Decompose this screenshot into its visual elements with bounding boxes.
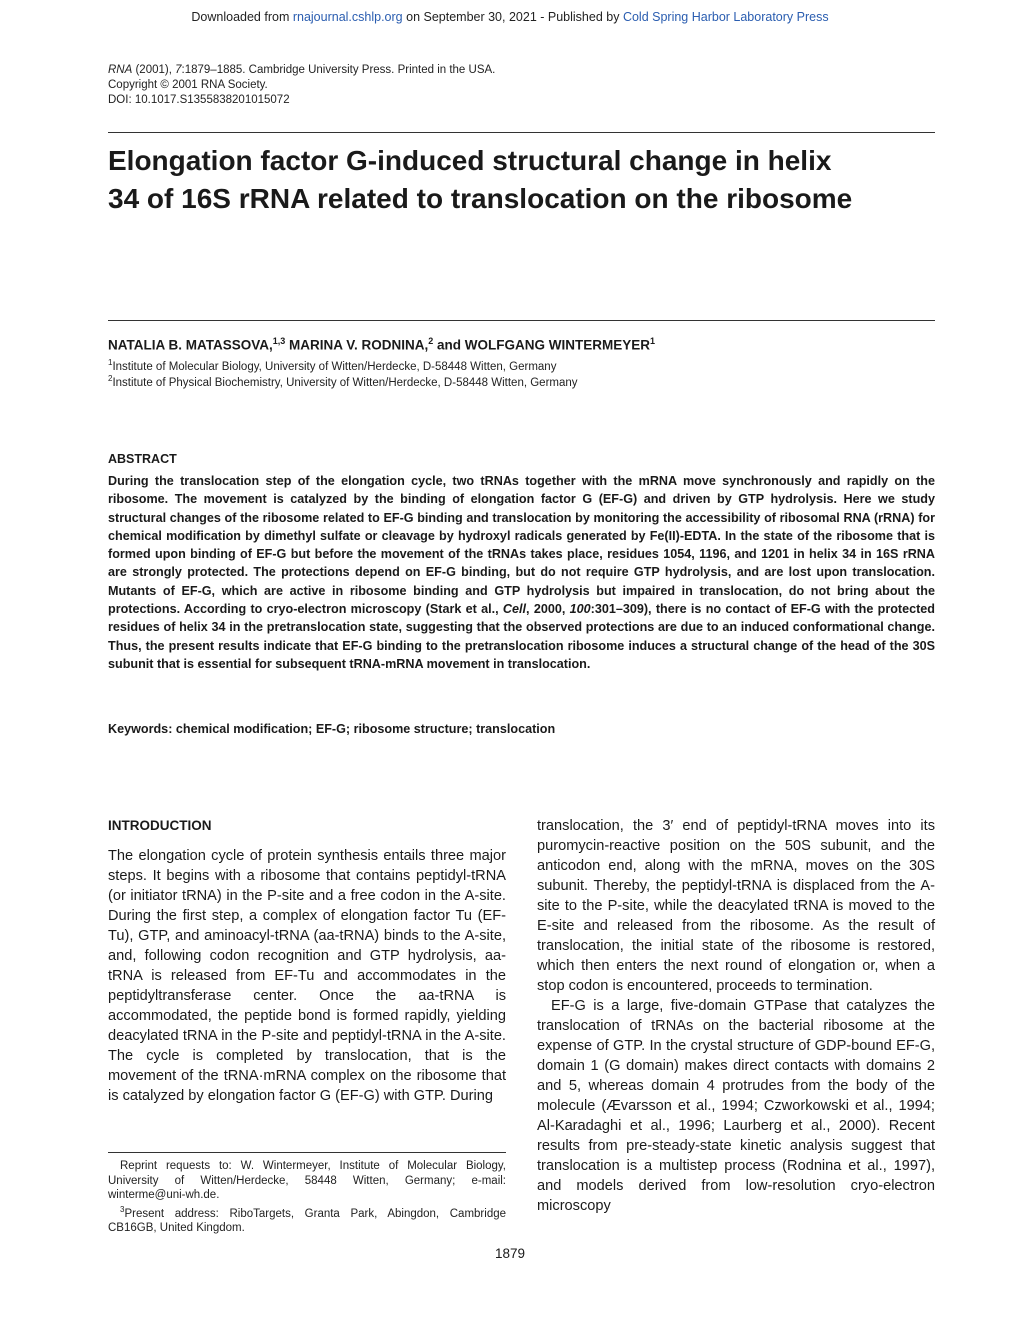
doi-line: DOI: 10.1017.S1355838201015072 bbox=[108, 94, 290, 106]
author-2-sup: 2 bbox=[428, 336, 434, 346]
page-number: 1879 bbox=[494, 1246, 526, 1261]
footnote-divider bbox=[108, 1152, 506, 1153]
present-address-text: Present address: RiboTargets, Granta Park, Abingdon, Cambridge CB16GB, United Kingdom. bbox=[108, 1207, 506, 1234]
author-2: MARINA V. RODNINA, bbox=[285, 337, 429, 353]
keywords: Keywords: chemical modification; EF-G; ribosome structure; translocation bbox=[108, 722, 556, 736]
abstract-part-3: :301–309), there is no contact of EF-G with the protected residues of helix 34 in the pretranslocation state, suggesting that the observed protections are due to an induced conformational change. Thus, the present results indicate that EF-G binding to the pretranslocation ribosome induces a structural change of the head of the 30S subunit that is essential for subsequent tRNA-mRNA movement in translocation. bbox=[108, 602, 936, 671]
citation-year: (2001), bbox=[132, 64, 176, 76]
author-3: and WOLFGANG WINTERMEYER bbox=[433, 337, 651, 353]
citation-block bbox=[108, 63, 495, 108]
banner-prefix: Downloaded from bbox=[191, 10, 293, 24]
introduction-heading: INTRODUCTION bbox=[108, 818, 212, 833]
citation-volume: 7 bbox=[175, 64, 182, 76]
abstract-heading: ABSTRACT bbox=[108, 452, 177, 466]
affiliation-1-text: Institute of Molecular Biology, University of Witten/Herdecke, D-58448 Witten, Germany bbox=[112, 360, 557, 373]
affiliation-1-sup: 1 bbox=[108, 358, 113, 367]
affiliation-2-sup: 2 bbox=[108, 374, 113, 383]
author-3-sup: 1 bbox=[650, 336, 656, 346]
citation-line bbox=[108, 63, 495, 78]
top-divider bbox=[108, 132, 935, 133]
publisher-link[interactable]: Cold Spring Harbor Laboratory Press bbox=[622, 10, 829, 24]
present-address-footnote bbox=[108, 1203, 506, 1236]
intro-paragraph-2: EF-G is a large, five-domain GTPase that catalyzes the translocation of tRNAs on the bacterial ribosome at the expense of GTP. In the crystal structure of GDP-bound EF-G, domain 1 (G domain) makes direct contacts with domains 2 and 5, whereas domain 4 protrudes from the body of the molecule (Ævarsson et al., 1994; Czworkowski et al., 1994; Al-Karadaghi et al., 1996; Laurberg et al., 2000). Recent results from pre-steady-state kinetic analysis suggest that translocation is a multistep process (Rodnina et al., 1997), and models derived from low-resolution cryo-electron microscopy bbox=[537, 998, 935, 1214]
citation-rest: :1879–1885. Cambridge University Press. Printed in the USA. bbox=[181, 64, 496, 76]
abstract-part-1: During the translocation step of the elongation cycle, two tRNAs together with the mRNA move synchronously and rapidly on the ribosome. The movement is catalyzed by the binding of elongation factor G (EF-G) and driven by GTP hydrolysis. Here we study structural changes of the ribosome related to EF-G binding and translocation by monitoring the accessibility of ribosomal RNA (rRNA) for chemical modification by dimethyl sulfate or cleavage by hydroxyl radicals generated by Fe(II)-EDTA. In the state of the ribosome that is formed upon binding of EF-G but before the movement of the tRNAs takes place, residues 1054, 1196, and 1201 in helix 34 in 16S rRNA are strongly protected. The protections depend on EF-G binding, but do not require GTP hydrolysis, and are lost upon translocation. Mutants of EF-G, which are active in ribosome binding and GTP hydrolysis but impaired in translocation, do not bring about the protections. According to cryo-electron microscopy (Stark et al., bbox=[108, 474, 935, 617]
abstract-part-2: , 2000, bbox=[526, 602, 570, 617]
copyright-line: Copyright © 2001 RNA Society. bbox=[108, 79, 268, 91]
affiliation-1 bbox=[108, 358, 556, 373]
journal-site-link[interactable]: rnajournal.cshlp.org bbox=[292, 10, 403, 24]
right-column bbox=[537, 816, 935, 1216]
affiliation-2-text: Institute of Physical Biochemistry, University of Witten/Herdecke, D-58448 Witten, Germany bbox=[112, 376, 578, 389]
download-banner bbox=[0, 10, 1020, 24]
left-column bbox=[108, 846, 506, 1106]
reprint-footnote: Reprint requests to: W. Wintermeyer, Institute of Molecular Biology, University of Witten/Herdecke, 58448 Witten, Germany; e-mail: winterme@uni-wh.de. bbox=[108, 1160, 506, 1201]
abstract-journal-cell: Cell bbox=[502, 602, 527, 617]
paper-title: Elongation factor G-induced structural change in helix 34 of 16S rRNA related to translocation on the ribosome bbox=[108, 145, 853, 214]
title-divider bbox=[108, 320, 935, 321]
abstract-body bbox=[108, 472, 935, 673]
author-1-sup: 1,3 bbox=[272, 336, 286, 346]
present-address-sup: 3 bbox=[120, 1204, 125, 1214]
abstract-volume: 100 bbox=[569, 602, 591, 617]
banner-middle: on September 30, 2021 - Published by bbox=[402, 10, 623, 24]
author-1: NATALIA B. MATASSOVA, bbox=[108, 337, 273, 353]
journal-name: RNA bbox=[108, 64, 133, 76]
footnotes bbox=[108, 1159, 506, 1235]
author-list bbox=[108, 336, 655, 353]
intro-paragraph-1: The elongation cycle of protein synthesis entails three major steps. It begins with a ribosome that contains peptidyl-tRNA (or initiator tRNA) in the P-site and a free codon in the A-site. During the first step, a complex of elongation factor Tu (EF-Tu), GTP, and aminoacyl-tRNA (aa-tRNA) binds to the A-site, and, following codon recognition and GTP hydrolysis, aa-tRNA is released from EF-Tu and accommodates in the peptidyltransferase center. Once the aa-tRNA is accommodated, the peptide bond is formed rapidly, yielding deacylated tRNA in the P-site and peptidyl-tRNA in the A-site. The cycle is completed by translocation, that is the movement of the tRNA·mRNA complex on the ribosome that is catalyzed by elongation factor G (EF-G) with GTP. During bbox=[108, 848, 506, 1104]
intro-paragraph-1-continued: translocation, the 3′ end of peptidyl-tRNA moves into its puromycin-reactive position on the 50S subunit, and the anticodon end, along with the mRNA, moves on the 30S subunit. Thereby, the peptidyl-tRNA is displaced from the A-site to the P-site, while the deacylated tRNA is moved to the E-site and released from the ribosome. As the result of translocation, the initial state of the ribosome is restored, which then enters the next round of elongation or, when a stop codon is encountered, proceeds to termination. bbox=[537, 818, 935, 994]
affiliation-2 bbox=[108, 374, 578, 389]
